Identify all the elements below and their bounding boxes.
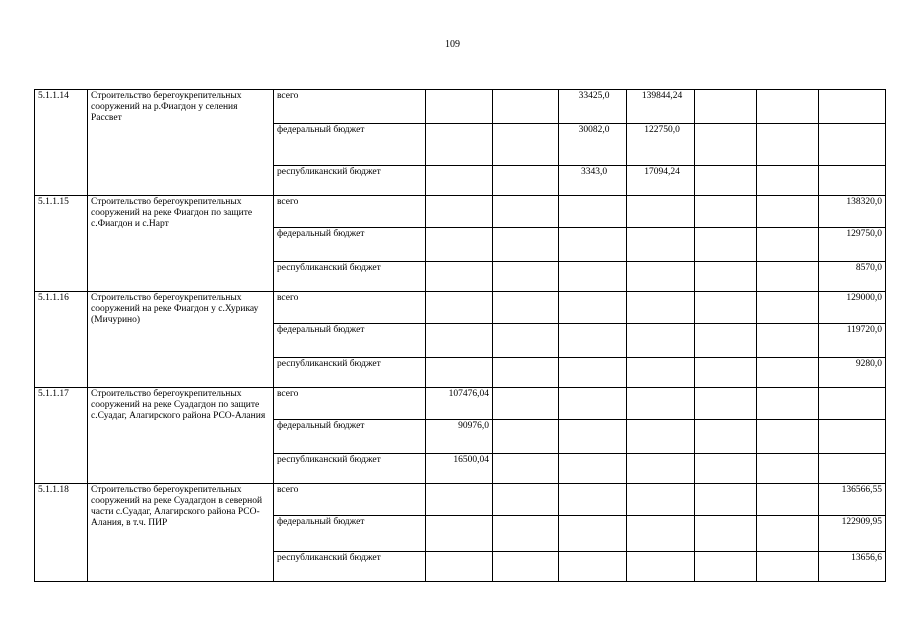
table-row — [35, 196, 886, 228]
funding-source: всего — [274, 484, 426, 516]
amount-cell — [493, 324, 559, 358]
amount-cell: 107476,04 — [426, 388, 493, 420]
amount-cell — [819, 90, 886, 124]
amount-cell — [493, 552, 559, 582]
amount-cell — [819, 124, 886, 166]
amount-cell — [426, 262, 493, 292]
amount-cell — [757, 292, 819, 324]
amount-cell: 136566,55 — [819, 484, 886, 516]
amount-cell — [695, 262, 757, 292]
funding-source: республиканский бюджет — [274, 358, 426, 388]
table-row — [35, 90, 886, 124]
amount-cell — [493, 196, 559, 228]
item-name: Строительство берегоукрепительных сооружений на р.Фиагдон у селения Рассвет — [88, 90, 274, 196]
amount-cell — [695, 454, 757, 484]
amount-cell — [426, 228, 493, 262]
amount-cell — [559, 552, 627, 582]
amount-cell — [559, 420, 627, 454]
amount-cell — [757, 228, 819, 262]
amount-cell — [695, 124, 757, 166]
amount-cell — [627, 516, 695, 552]
amount-cell — [426, 124, 493, 166]
amount-cell — [819, 388, 886, 420]
amount-cell — [627, 228, 695, 262]
amount-cell: 30082,0 — [559, 124, 627, 166]
amount-cell — [757, 516, 819, 552]
budget-table — [34, 89, 886, 582]
amount-cell: 129000,0 — [819, 292, 886, 324]
funding-source: федеральный бюджет — [274, 228, 426, 262]
amount-cell — [559, 516, 627, 552]
amount-cell — [695, 420, 757, 454]
amount-cell — [695, 228, 757, 262]
page-number: 109 — [445, 39, 460, 50]
amount-cell: 138320,0 — [819, 196, 886, 228]
amount-cell — [493, 388, 559, 420]
amount-cell — [426, 552, 493, 582]
table-row — [35, 292, 886, 324]
item-code: 5.1.1.17 — [35, 388, 88, 484]
amount-cell — [493, 516, 559, 552]
funding-source: всего — [274, 388, 426, 420]
amount-cell — [627, 420, 695, 454]
funding-source: республиканский бюджет — [274, 552, 426, 582]
amount-cell — [493, 484, 559, 516]
item-code: 5.1.1.15 — [35, 196, 88, 292]
amount-cell — [695, 292, 757, 324]
amount-cell — [559, 292, 627, 324]
amount-cell — [757, 484, 819, 516]
amount-cell — [493, 262, 559, 292]
amount-cell: 17094,24 — [627, 166, 695, 196]
amount-cell: 13656,6 — [819, 552, 886, 582]
funding-source: федеральный бюджет — [274, 516, 426, 552]
funding-source: всего — [274, 90, 426, 124]
funding-source: всего — [274, 196, 426, 228]
amount-cell: 8570,0 — [819, 262, 886, 292]
amount-cell: 3343,0 — [559, 166, 627, 196]
amount-cell — [426, 484, 493, 516]
amount-cell — [426, 166, 493, 196]
amount-cell: 122909,95 — [819, 516, 886, 552]
amount-cell — [695, 516, 757, 552]
amount-cell — [426, 90, 493, 124]
amount-cell — [493, 454, 559, 484]
amount-cell — [493, 420, 559, 454]
amount-cell — [559, 454, 627, 484]
item-name: Строительство берегоукрепительных сооружений на реке Суадагдон по защите с.Суадаг, Алагирского района РСО-Алания — [88, 388, 274, 484]
amount-cell — [559, 324, 627, 358]
funding-source: республиканский бюджет — [274, 454, 426, 484]
amount-cell — [819, 166, 886, 196]
amount-cell — [627, 388, 695, 420]
amount-cell — [559, 262, 627, 292]
amount-cell — [559, 388, 627, 420]
table-row — [35, 388, 886, 420]
amount-cell — [757, 90, 819, 124]
amount-cell: 33425,0 — [559, 90, 627, 124]
amount-cell — [757, 388, 819, 420]
amount-cell — [627, 262, 695, 292]
amount-cell — [695, 196, 757, 228]
amount-cell — [819, 454, 886, 484]
amount-cell — [426, 358, 493, 388]
funding-source: федеральный бюджет — [274, 420, 426, 454]
amount-cell — [757, 552, 819, 582]
amount-cell — [757, 420, 819, 454]
amount-cell — [757, 358, 819, 388]
funding-source: республиканский бюджет — [274, 166, 426, 196]
amount-cell: 90976,0 — [426, 420, 493, 454]
item-code: 5.1.1.18 — [35, 484, 88, 582]
amount-cell — [695, 90, 757, 124]
amount-cell — [426, 196, 493, 228]
amount-cell — [695, 388, 757, 420]
amount-cell — [627, 196, 695, 228]
item-name: Строительство берегоукрепительных сооружений на реке Суадагдон в северной части с.Суадаг, Алагирского района РСО-Алания, в т.ч. ПИР — [88, 484, 274, 582]
amount-cell — [426, 292, 493, 324]
amount-cell — [627, 358, 695, 388]
item-name: Строительство берегоукрепительных сооружений на реке Фиагдон по защите с.Фиагдон и с.Нарт — [88, 196, 274, 292]
amount-cell — [695, 484, 757, 516]
amount-cell: 122750,0 — [627, 124, 695, 166]
amount-cell — [757, 166, 819, 196]
amount-cell — [493, 124, 559, 166]
funding-source: всего — [274, 292, 426, 324]
amount-cell — [695, 166, 757, 196]
amount-cell — [493, 166, 559, 196]
amount-cell — [695, 324, 757, 358]
amount-cell — [559, 484, 627, 516]
amount-cell: 129750,0 — [819, 228, 886, 262]
amount-cell — [426, 516, 493, 552]
amount-cell — [559, 228, 627, 262]
amount-cell — [757, 454, 819, 484]
amount-cell — [757, 262, 819, 292]
amount-cell — [627, 324, 695, 358]
item-code: 5.1.1.16 — [35, 292, 88, 388]
amount-cell — [559, 358, 627, 388]
amount-cell — [493, 358, 559, 388]
amount-cell — [695, 358, 757, 388]
amount-cell: 9280,0 — [819, 358, 886, 388]
amount-cell — [819, 420, 886, 454]
amount-cell: 139844,24 — [627, 90, 695, 124]
amount-cell: 16500,04 — [426, 454, 493, 484]
amount-cell — [493, 90, 559, 124]
item-code: 5.1.1.14 — [35, 90, 88, 196]
amount-cell — [493, 292, 559, 324]
amount-cell — [627, 454, 695, 484]
funding-source: федеральный бюджет — [274, 124, 426, 166]
amount-cell — [757, 124, 819, 166]
amount-cell — [627, 552, 695, 582]
funding-source: республиканский бюджет — [274, 262, 426, 292]
amount-cell — [757, 196, 819, 228]
funding-source: федеральный бюджет — [274, 324, 426, 358]
amount-cell — [695, 552, 757, 582]
amount-cell: 119720,0 — [819, 324, 886, 358]
amount-cell — [493, 228, 559, 262]
amount-cell — [559, 196, 627, 228]
amount-cell — [627, 292, 695, 324]
item-name: Строительство берегоукрепительных сооружений на реке Фиагдон у с.Хурикау (Мичурино) — [88, 292, 274, 388]
amount-cell — [757, 324, 819, 358]
amount-cell — [627, 484, 695, 516]
amount-cell — [426, 324, 493, 358]
table-row — [35, 484, 886, 516]
